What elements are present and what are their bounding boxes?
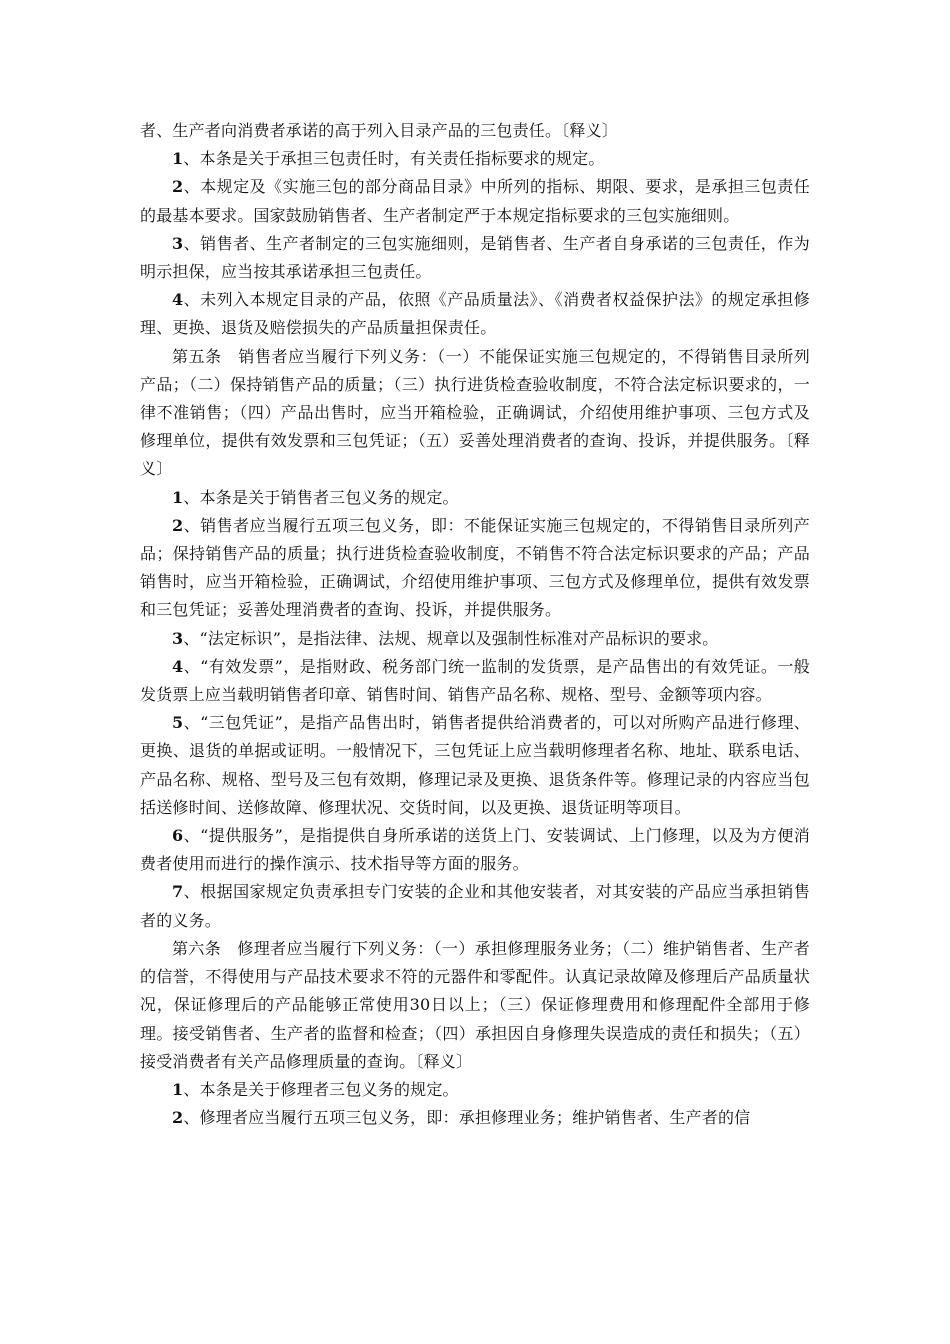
item-number: 4 [172,656,184,676]
paragraph-text: 、根据国家规定负责承担专门安装的企业和其他安装者，对其安装的产品应当承担销售者的义务。 [140,882,810,930]
paragraph [140,286,810,342]
paragraph-text: 第五条 销售者应当履行下列义务：（一）不能保证实施三包规定的，不得销售目录所列产品；（二）保持销售产品的质量；（三）执行进货检查验收制度，不符合法定标识要求的，一律不准销售；（四）产品出售时，应当开箱检验，正确调试，介绍使用维护事项、三包方式及修理单位，提供有效发票和三包凭证；（五）妥善处理消费者的查询、投诉，并提供服务。〔释义〕 [140,346,810,479]
paragraph [140,484,810,512]
item-number: 4 [172,290,184,310]
paragraph [140,653,810,709]
paragraph [140,512,810,625]
paragraph [140,230,810,286]
paragraph-text: 、销售者应当履行五项三包义务，即：不能保证实施三包规定的，不得销售目录所列产品；保持销售产品的质量；执行进货检查验收制度，不销售不符合法定标识要求的产品；产品销售时，应当开箱检验，正确调试，介绍使用维护事项、三包方式及修理单位，提供有效发票和三包凭证；妥善处理消费者的查询、投诉，并提供服务。 [140,515,810,620]
paragraph-text: 、未列入本规定目录的产品，依照《产品质量法》、《消费者权益保护法》的规定承担修理、更换、退货及赔偿损失的产品质量担保责任。 [140,290,810,338]
item-number: 6 [172,826,184,846]
item-number: 1 [172,1079,184,1099]
item-number: 3 [172,233,184,253]
item-number: 5 [172,713,184,733]
paragraph-text: 、销售者、生产者制定的三包实施细则，是销售者、生产者自身承诺的三包责任，作为明示担保，应当按其承诺承担三包责任。 [140,233,810,282]
paragraph [140,117,810,145]
article-5-paragraph [140,343,810,484]
paragraph [140,878,810,934]
item-number: 7 [172,882,184,902]
item-number: 3 [172,628,184,648]
paragraph-text: 、本条是关于承担三包责任时，有关责任指标要求的规定。 [183,149,605,169]
item-number: 1 [172,487,184,507]
paragraph [140,173,810,229]
paragraph [140,822,810,878]
paragraph [140,1104,810,1132]
document-body [140,117,810,1132]
paragraph-text: 、“三包凭证”，是指产品售出时，销售者提供给消费者的，可以对所购产品进行修理、更换、退货的单据或证明。一般情况下，三包凭证上应当载明修理者名称、地址、联系电话、产品名称、规格、型号及三包有效期，修理记录及更换、退货条件等。修理记录的内容应当包括送修时间、送修故障、修理状况、交货时间，以及更换、退货证明等项目。 [140,713,810,817]
paragraph-text: 、“有效发票”，是指财政、税务部门统一监制的发货票，是产品售出的有效凭证。一般发货票上应当载明销售者印章、销售时间、销售产品名称、规格、型号、金额等项内容。 [140,656,810,705]
item-number: 1 [172,149,184,169]
paragraph-text: 、“法定标识”，是指法律、法规、规章以及强制性标准对产品标识的要求。 [183,628,719,648]
paragraph [140,709,810,822]
paragraph [140,625,810,653]
paragraph-text: 、本条是关于销售者三包义务的规定。 [183,487,459,507]
paragraph [140,145,810,173]
item-number: 2 [172,177,184,197]
paragraph-text: 、本条是关于修理者三包义务的规定。 [183,1079,459,1099]
paragraph-text: 、“提供服务”，是指提供自身所承诺的送货上门、安装调试、上门修理，以及为方便消费者使用而进行的操作演示、技术指导等方面的服务。 [140,826,810,874]
item-number: 2 [172,515,184,535]
paragraph-text: 、本规定及《实施三包的部分商品目录》中所列的指标、期限、要求，是承担三包责任的最基本要求。国家鼓励销售者、生产者制定严于本规定指标要求的三包实施细则。 [140,177,810,225]
paragraph-text: 第六条 修理者应当履行下列义务：（一）承担修理服务业务；（二）维护销售者、生产者的信誉，不得使用与产品技术要求不符的元器件和零配件。认真记录故障及修理后产品质量状况，保证修理后的产品能够正常使用30日以上；（三）保证修理费用和修理配件全部用于修理。接受销售者、生产者的监督和检查；（四）承担因自身修理失误造成的责任和损失；（五）接受消费者有关产品修理质量的查询。〔释义〕 [140,938,810,1071]
item-number: 2 [172,1108,184,1128]
paragraph-text: 者、生产者向消费者承诺的高于列入目录产品的三包责任。〔释义〕 [140,121,619,140]
paragraph [140,1076,810,1104]
paragraph-text: 、修理者应当履行五项三包义务，即：承担修理业务；维护销售者、生产者的信 [183,1108,751,1128]
article-6-paragraph [140,935,810,1076]
